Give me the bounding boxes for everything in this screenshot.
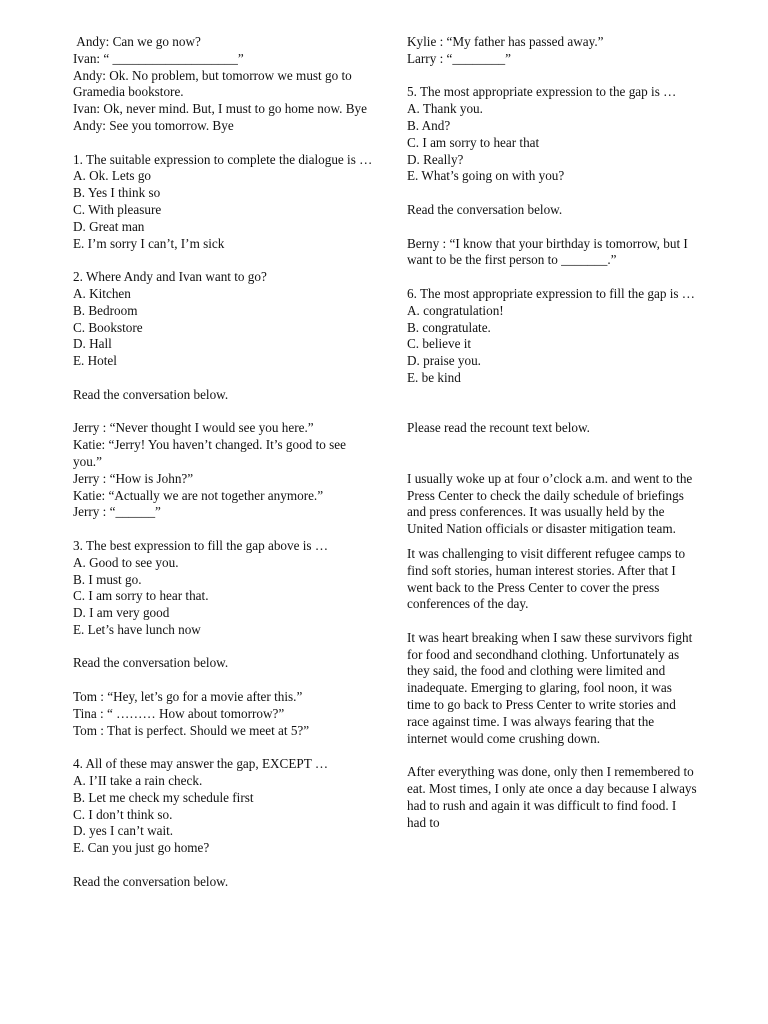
left-column bbox=[73, 34, 373, 891]
blank-line bbox=[73, 252, 373, 269]
text-line: Andy: See you tomorrow. Bye bbox=[73, 117, 234, 133]
text-line: B. congratulate. bbox=[407, 319, 491, 335]
text-line: Ivan: “ ___________________” bbox=[73, 50, 244, 66]
text-line: A. Thank you. bbox=[407, 101, 483, 117]
blank-line bbox=[73, 857, 373, 874]
blank-line bbox=[73, 370, 373, 387]
text-line: C. believe it bbox=[407, 336, 472, 352]
blank-line bbox=[73, 135, 373, 152]
blank-line bbox=[407, 404, 697, 421]
text-line: A. Ok. Lets go bbox=[73, 168, 152, 184]
blank-line bbox=[407, 454, 697, 471]
blank-line bbox=[407, 68, 697, 85]
text-line: C. With pleasure bbox=[73, 201, 162, 217]
blank-line bbox=[407, 613, 697, 630]
text-line: B. Let me check my schedule first bbox=[73, 789, 254, 805]
text-line: Kylie : “My father has passed away.” bbox=[407, 34, 604, 49]
text-line: Read the conversation below. bbox=[407, 201, 563, 217]
blank-line bbox=[73, 672, 373, 689]
text-line: 3. The best expression to fill the gap above is … bbox=[73, 537, 329, 553]
text-line: Katie: “Actually we are not together anymore.” bbox=[73, 487, 324, 503]
blank-line bbox=[407, 269, 697, 286]
text-line: Read the conversation below. bbox=[73, 873, 229, 889]
text-line: D. Hall bbox=[73, 336, 112, 352]
text-line: C. I don’t think so. bbox=[73, 806, 173, 822]
text-line: D. Great man bbox=[73, 218, 145, 234]
text-line: A. Kitchen bbox=[73, 285, 131, 301]
text-line: A. I’II take a rain check. bbox=[73, 773, 203, 789]
blank-line bbox=[73, 404, 373, 421]
text-line: It was heart breaking when I saw these survivors fight for food and secondhand clothing. Unfortunately as they said, the food and clothing were limited and inadequate. Emerging to glaring, fool noon, it was time to go back to Press Center to write stories and race against time. I was always fearing that the internet would come crushing down. bbox=[407, 629, 696, 746]
text-line: C. I am sorry to hear that bbox=[407, 134, 540, 150]
text-line: Larry : “________” bbox=[407, 50, 511, 66]
text-line: B. And? bbox=[407, 117, 451, 133]
text-line: Tina : “ ……… How about tomorrow?” bbox=[73, 705, 285, 721]
text-line: Andy: Can we go now? bbox=[73, 34, 201, 49]
text-line: D. yes I can’t wait. bbox=[73, 823, 174, 839]
text-line: D. praise you. bbox=[407, 353, 481, 369]
text-line: E. Let’s have lunch now bbox=[73, 621, 201, 637]
text-line: Tom : That is perfect. Should we meet at 5?” bbox=[73, 722, 310, 738]
text-line: A. congratulation! bbox=[407, 302, 504, 318]
text-line: E. be kind bbox=[407, 369, 461, 385]
text-line: 1. The suitable expression to complete the dialogue is … bbox=[73, 151, 373, 167]
blank-line bbox=[73, 739, 373, 756]
blank-line bbox=[73, 639, 373, 656]
text-line: Jerry : “Never thought I would see you here.” bbox=[73, 420, 314, 436]
text-line: B. Bedroom bbox=[73, 302, 138, 318]
text-line: A. Good to see you. bbox=[73, 554, 179, 570]
text-line: Katie: “Jerry! You haven’t changed. It’s good to see you.” bbox=[73, 437, 350, 469]
text-line: E. Can you just go home? bbox=[73, 840, 210, 856]
text-line: Read the conversation below. bbox=[73, 386, 229, 402]
text-line: Ivan: Ok, never mind. But, I must to go home now. Bye bbox=[73, 101, 367, 117]
blank-line bbox=[73, 521, 373, 538]
text-line: Andy: Ok. No problem, but tomorrow we must go to Gramedia bookstore. bbox=[73, 67, 356, 100]
right-column bbox=[407, 34, 700, 831]
text-line: E. I’m sorry I can’t, I’m sick bbox=[73, 235, 225, 251]
text-line: Tom : “Hey, let’s go for a movie after this.” bbox=[73, 689, 303, 705]
blank-line bbox=[407, 387, 697, 404]
text-line: 5. The most appropriate expression to the gap is … bbox=[407, 84, 677, 100]
text-line: I usually woke up at four o’clock a.m. and went to the Press Center to check the daily schedule of briefings and press conferences. It was usually held by the United Nation officials or disaster mitigation team. bbox=[407, 470, 696, 537]
blank-line bbox=[407, 437, 697, 454]
text-line: Berny : “I know that your birthday is tomorrow, but I want to be the first person to _______.” bbox=[407, 235, 692, 268]
text-line: E. Hotel bbox=[73, 353, 117, 369]
text-line: Jerry : “How is John?” bbox=[73, 470, 194, 486]
text-line: C. I am sorry to hear that. bbox=[73, 588, 209, 604]
blank-line bbox=[407, 185, 697, 202]
text-line: Jerry : “______” bbox=[73, 504, 161, 520]
text-line: After everything was done, only then I remembered to eat. Most times, I only ate once a day because I always had to rush and again it was difficult to find food. I had to bbox=[407, 764, 700, 830]
text-line: 6. The most appropriate expression to fill the gap is … bbox=[407, 285, 695, 301]
text-line: B. I must go. bbox=[73, 571, 142, 587]
text-line: C. Bookstore bbox=[73, 319, 143, 335]
text-line: D. Really? bbox=[407, 151, 464, 167]
text-line: D. I am very good bbox=[73, 605, 170, 621]
text-line: Please read the recount text below. bbox=[407, 420, 590, 436]
text-line: 2. Where Andy and Ivan want to go? bbox=[73, 269, 267, 285]
text-line: Read the conversation below. bbox=[73, 655, 229, 671]
text-line: E. What’s going on with you? bbox=[407, 168, 565, 184]
text-line: It was challenging to visit different refugee camps to find soft stories, human interest stories. After that I went back to the Press Center to cover the press conferences of the day. bbox=[407, 545, 689, 612]
blank-line bbox=[407, 747, 697, 764]
blank-line bbox=[407, 219, 697, 236]
text-line: 4. All of these may answer the gap, EXCEPT … bbox=[73, 756, 329, 772]
text-line: B. Yes I think so bbox=[73, 185, 161, 201]
